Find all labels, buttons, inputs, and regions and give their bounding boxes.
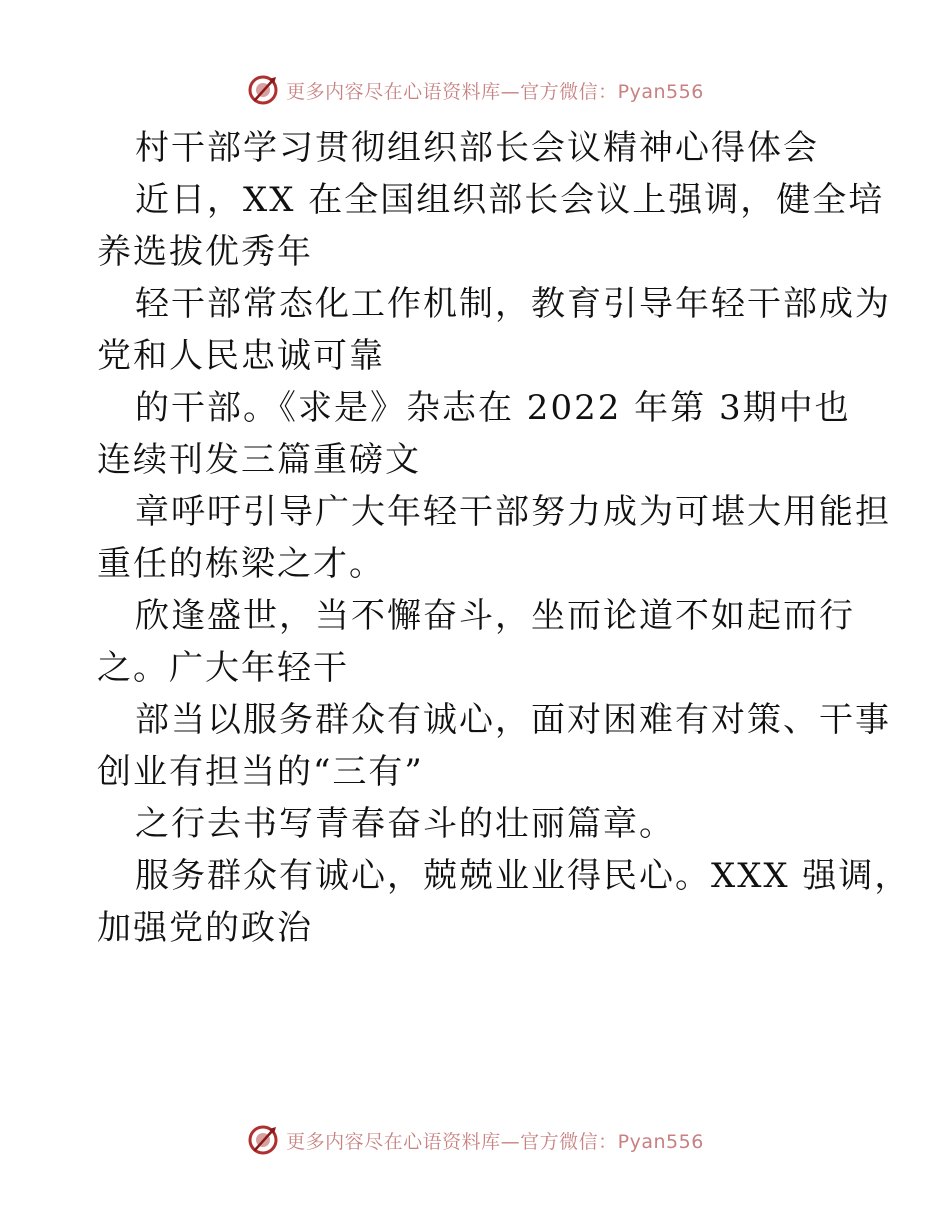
quill-seal-icon xyxy=(246,1123,280,1157)
document-line: 加强党的政治 xyxy=(97,908,313,948)
document-line: 之。广大年轻干 xyxy=(97,648,349,688)
footer-banner-text: 更多内容尽在心语资料库—官方微信：Pyan556 xyxy=(286,1130,704,1153)
document-body xyxy=(97,122,911,954)
document-line: 服务群众有诚心，兢兢业业得民心。XXX 强调， xyxy=(135,856,911,896)
header-banner-text: 更多内容尽在心语资料库—官方微信：Pyan556 xyxy=(286,80,704,103)
footer-banner xyxy=(0,1120,950,1160)
document-line: 部当以服务群众有诚心，面对困难有对策、干事 xyxy=(135,700,891,740)
document-line: 重任的栋梁之才。 xyxy=(97,544,385,584)
quill-seal-icon xyxy=(246,73,280,107)
document-line: 的干部。《求是》杂志在 2022 年第 3期中也 xyxy=(135,388,851,428)
document-line: 党和人民忠诚可靠 xyxy=(97,336,385,376)
document-line: 欣逢盛世，当不懈奋斗，坐而论道不如起而行 xyxy=(135,596,855,636)
document-line: 养选拔优秀年 xyxy=(97,232,313,272)
document-line: 轻干部常态化工作机制，教育引导年轻干部成为 xyxy=(135,284,891,324)
document-line: 近日，XX 在全国组织部长会议上强调，健全培 xyxy=(135,180,885,220)
document-line: 章呼吁引导广大年轻干部努力成为可堪大用能担 xyxy=(135,492,891,532)
document-title: 村干部学习贯彻组织部长会议精神心得体会 xyxy=(135,128,819,168)
document-line: 创业有担当的“三有” xyxy=(97,752,424,792)
document-line: 之行去书写青春奋斗的壮丽篇章。 xyxy=(135,804,675,844)
header-banner xyxy=(0,70,950,110)
document-line: 连续刊发三篇重磅文 xyxy=(97,440,421,480)
